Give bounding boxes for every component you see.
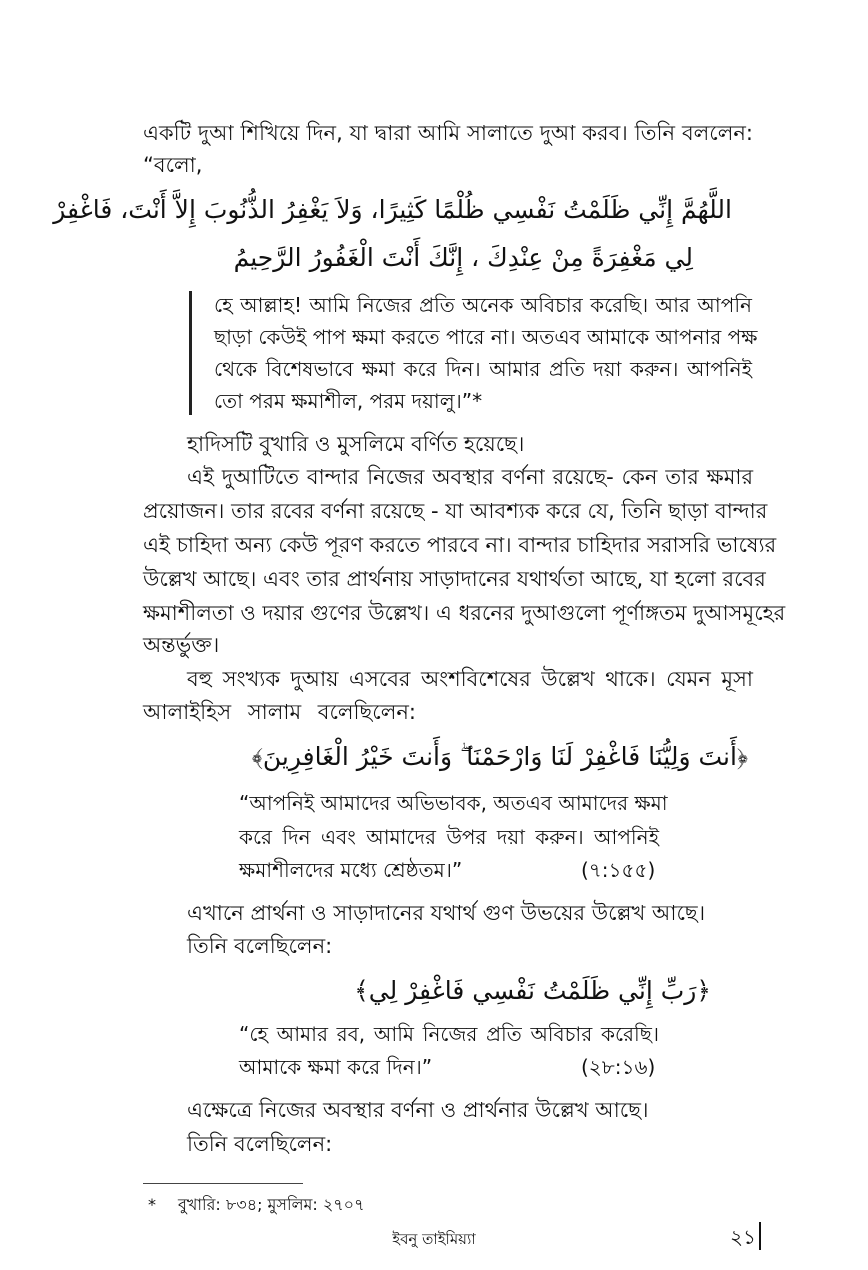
- arabic-dua-line: لِي مَغْفِرَةً مِنْ عِنْدِكَ ، إِنَّكَ أَنْتَ الْغَفُورُ الرَّحِيمُ: [233, 243, 693, 272]
- translation-line: “আপনিই আমাদের অভিভাবক, অতএব আমাদের ক্ষমা: [239, 791, 668, 815]
- body-line: হাদিসটি বুখারি ও মুসলিমে বর্ণিত হয়েছে।: [187, 432, 525, 456]
- body-line: এই চাহিদা অন্য কেউ পূরণ করতে পারবে না। বান্দার চাহিদার সরাসরি ভাষ্যের: [143, 533, 777, 557]
- quran-verse: ﴿رَبِّ إِنِّي ظَلَمْتُ نَفْسِي فَاغْفِرْ لِي﴾: [354, 976, 711, 1005]
- body-line: এক্ষেত্রে নিজের অবস্থার বর্ণনা ও প্রার্থনার উল্লেখ আছে।: [187, 1098, 649, 1122]
- translation-line: আমাকে ক্ষমা করে দিন।”: [239, 1055, 433, 1079]
- body-line: তিনি বলেছিলেন:: [187, 934, 333, 958]
- body-line: তিনি বলেছিলেন:: [187, 1132, 333, 1156]
- translation-line: থেকে বিশেষভাবে ক্ষমা করে দিন। আমার প্রতি দয়া করুন। আপনিই: [214, 357, 752, 381]
- body-line: একটি দুআ শিখিয়ে দিন, যা দ্বারা আমি সালাতে দুআ করব। তিনি বললেন:: [143, 121, 753, 145]
- body-line: “বলো,: [143, 153, 203, 177]
- body-line: উল্লেখ আছে। এবং তার প্রার্থনায় সাড়াদানের যথার্থতা আছে, যা হলো রবের: [143, 567, 766, 591]
- running-title: ইবনু তাইমিয়্যা: [392, 1230, 476, 1248]
- quote-bar: [189, 291, 192, 415]
- body-line: আলাইহিস সালাম বলেছিলেন:: [143, 700, 416, 724]
- body-line: বহু সংখ্যক দুআয় এসবের অংশবিশেষের উল্লেখ থাকে। যেমন মূসা: [187, 667, 753, 691]
- body-line: অন্তর্ভুক্ত।: [143, 633, 220, 657]
- body-line: প্রয়োজন। তার রবের বর্ণনা রয়েছে - যা আবশ্যক করে যে, তিনি ছাড়া বান্দার: [143, 499, 768, 523]
- translation-line: তো পরম ক্ষমাশীল, পরম দয়ালু।”*: [214, 389, 483, 413]
- translation-line: ক্ষমাশীলদের মধ্যে শ্রেষ্ঠতম।”: [239, 858, 463, 882]
- page-number-rule: [759, 1222, 761, 1250]
- page-number: ২১: [730, 1225, 756, 1249]
- translation-line: ছাড়া কেউই পাপ ক্ষমা করতে পারে না। অতএব আমাকে আপনার পক্ষ: [214, 325, 758, 349]
- body-line: ক্ষমাশীলতা ও দয়ার গুণের উল্লেখ। এ ধরনের দুআগুলো পূর্ণাঙ্গতম দুআসমূহের: [143, 601, 786, 625]
- translation-line: হে আল্লাহ! আমি নিজের প্রতি অনেক অবিচার করেছি। আর আপনি: [214, 293, 752, 317]
- body-line: এখানে প্রার্থনা ও সাড়াদানের যথার্থ গুণ উভয়ের উল্লেখ আছে।: [187, 901, 706, 925]
- quran-verse: ﴿أَنتَ وَلِيُّنَا فَاغْفِرْ لَنَا وَارْحَمْنَا ۖ وَأَنتَ خَيْرُ الْغَافِرِينَ﴾: [251, 742, 748, 771]
- footnote-marker: *: [148, 1195, 156, 1214]
- body-line: এই দুআটিতে বান্দার নিজের অবস্থার বর্ণনা রয়েছে- কেন তার ক্ষমার: [187, 465, 753, 489]
- verse-reference: (২৮:১৬): [581, 1055, 656, 1079]
- translation-line: করে দিন এবং আমাদের উপর দয়া করুন। আপনিই: [239, 825, 659, 849]
- verse-reference: (৭:১৫৫): [581, 858, 656, 882]
- footnote-text: বুখারি: ৮৩৪; মুসলিম: ২৭০৭: [178, 1195, 365, 1214]
- translation-line: “হে আমার রব, আমি নিজের প্রতি অবিচার করেছি।: [239, 1022, 659, 1046]
- footnote: [148, 1194, 364, 1216]
- footnote-rule: [143, 1183, 303, 1184]
- arabic-dua-line: اللَّهُمَّ إِنِّي ظَلَمْتُ نَفْسِي ظُلْمًا كَثِيرًا، وَلاَ يَغْفِرُ الذُّنُوبَ إِلاَّ أَنْتَ، فَاغْفِرْ: [53, 195, 732, 224]
